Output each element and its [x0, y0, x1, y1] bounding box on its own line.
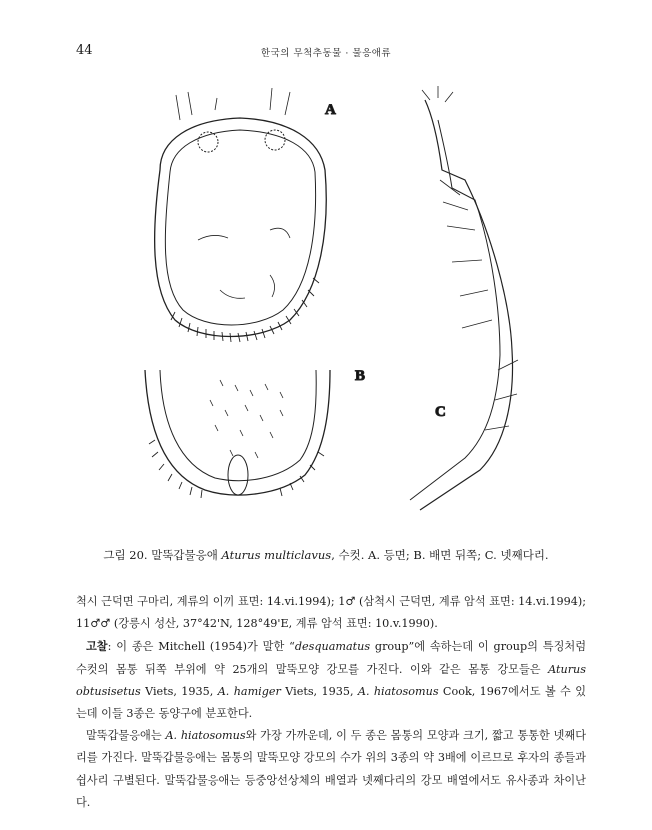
- panel-a-drawing: [155, 88, 336, 342]
- paragraph-3: 말뚝갑물응애는 A. hiatosomus와 가장 가까운데, 이 두 종은 몸통의 모양과 크기, 짧고 통통한 넷째다리를 가진다. 말뚝갑물응애는 몸통의 말뚝모양 강모의 수가 위의 3종의 약 3배에 이르므로 후자의 종들과 쉽사리 구별된다. 말뚝갑물응애는 등중앙선상체의 배열과 넷째다리의 강모 배열에서도 유사종과 차이난다.: [76, 729, 586, 809]
- paragraph-remarks: 고찰: 이 종은 Mitchell (1954)가 말한 “desquamatus group”에 속하는데 이 group의 특징처럼 수컷의 몸통 뒤쪽 부위에 약 25개의 말뚝모양 강모를 가진다. 이와 같은 몸통 강모들은 Aturus obtusisetus Viets, 1935, A. hamiger Viets, 1935, A. hiatosomus Cook, 1967에서도 볼 수 있는데 이들 3종은 동양구에 분포한다.: [76, 639, 586, 721]
- figure-caption: 그림 20. 말뚝갑물응애 Aturus multiclavus, 수컷. A. 등면; B. 배면 뒤쪽; C. 넷째다리.: [103, 548, 549, 562]
- running-title: 한국의 무척추동물 · 물응애류: [260, 48, 392, 59]
- panel-label-b: B: [355, 368, 366, 384]
- panel-c-drawing: [410, 86, 518, 510]
- page-number: 44: [76, 43, 93, 58]
- body-text: [76, 591, 586, 814]
- mite-drawing: [120, 80, 540, 525]
- panel-b-drawing: [145, 368, 365, 498]
- remarks-label: 고찰: [86, 639, 108, 654]
- paragraph-1: 척시 근덕면 구마리, 계류의 이끼 표면: 14.vi.1994); 1♂ (삼척시 근덕면, 계류 암석 표면: 14.vi.1994); 11♂♂ (강릉시 성산, 37°42'N, 128°49'E, 계류 암석 표면: 10.v.1990).: [76, 595, 586, 631]
- figure-illustration: [120, 80, 540, 525]
- panel-label-c: C: [435, 404, 446, 420]
- panel-label-a: A: [325, 102, 336, 118]
